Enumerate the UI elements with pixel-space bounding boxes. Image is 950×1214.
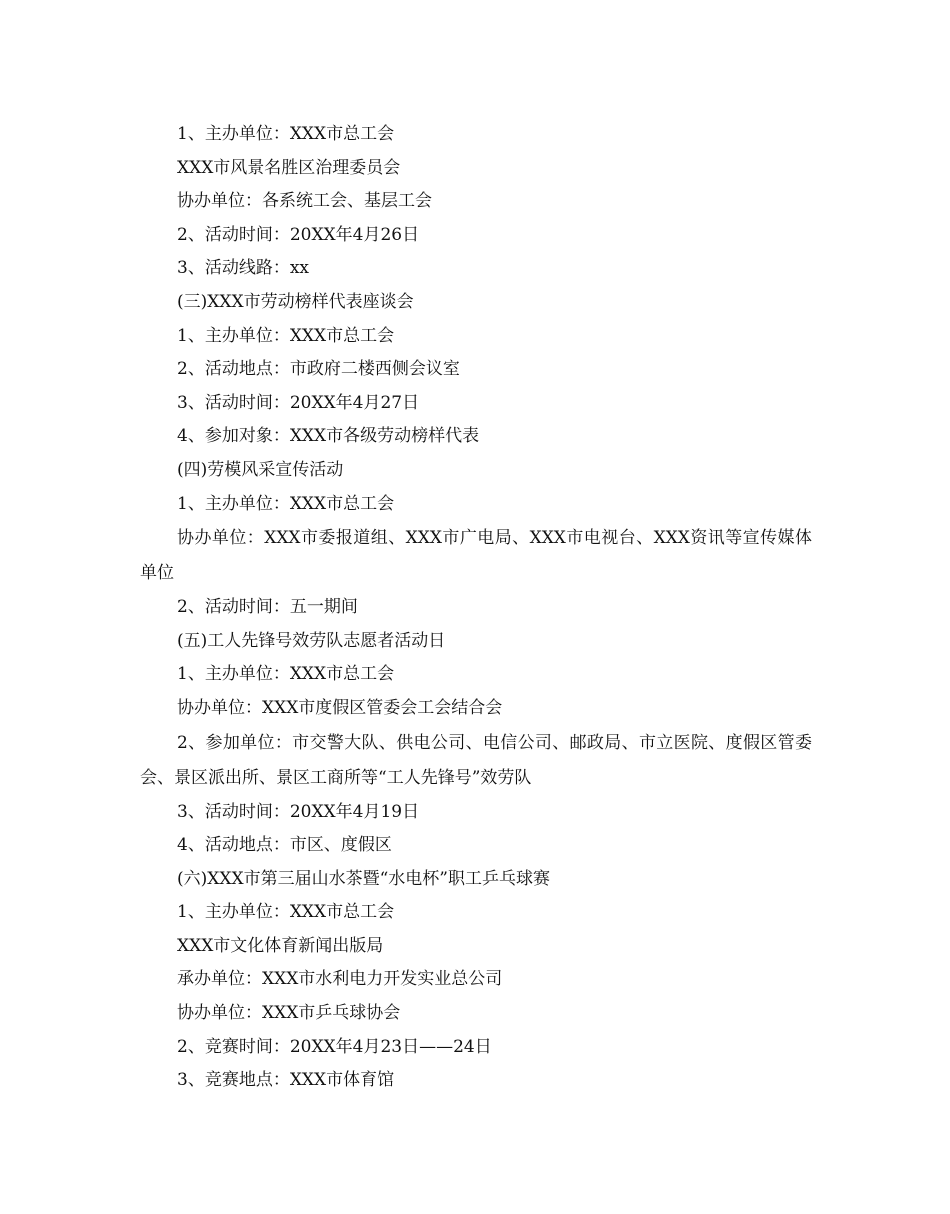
text-line: 2、竞赛时间：20XX年4月23日——24日 xyxy=(177,1036,492,1057)
text-line: XXX市文化体育新闻出版局 xyxy=(177,935,384,956)
section-heading: (三)XXX市劳动榜样代表座谈会 xyxy=(177,291,414,312)
text-paragraph: 2、参加单位：市交警大队、供电公司、电信公司、邮政局、市立医院、度假区管委会、景区派出所、景区工商所等“工人先锋号”效劳队 xyxy=(140,732,812,788)
text-line: 协办单位：XXX市度假区管委会工会结合会 xyxy=(177,697,503,718)
text-line: 1、主办单位：XXX市总工会 xyxy=(177,325,395,346)
text-line: 承办单位：XXX市水利电力开发实业总公司 xyxy=(177,969,503,990)
text-line: 3、活动线路：xx xyxy=(177,258,309,279)
text-line: 2、活动时间：五一期间 xyxy=(177,597,358,618)
text-line: 协办单位：XXX市乒乓球协会 xyxy=(177,1003,401,1024)
text-line: 1、主办单位：XXX市总工会 xyxy=(177,664,395,685)
text-line: 2、活动地点：市政府二楼西侧会议室 xyxy=(177,359,460,380)
text-line: 2、活动时间：20XX年4月26日 xyxy=(177,224,420,245)
text-line: 4、活动地点：市区、度假区 xyxy=(177,835,392,856)
text-paragraph: 协办单位：XXX市委报道组、XXX市广电局、XXX市电视台、XXX资讯等宣传媒体单位 xyxy=(140,528,812,584)
section-heading: (四)劳模风采宣传活动 xyxy=(177,459,344,480)
text-line: 1、主办单位：XXX市总工会 xyxy=(177,124,395,144)
text-line: 4、参加对象：XXX市各级劳动榜样代表 xyxy=(177,426,480,447)
section-heading: (五)工人先锋号效劳队志愿者活动日 xyxy=(177,630,446,651)
document-body xyxy=(140,118,812,1098)
text-line: 协办单位：各系统工会、基层工会 xyxy=(177,191,432,212)
text-line: 1、主办单位：XXX市总工会 xyxy=(177,493,395,514)
text-line: 3、活动时间：20XX年4月27日 xyxy=(177,392,420,413)
text-line: 3、活动时间：20XX年4月19日 xyxy=(177,801,420,822)
text-line: 1、主办单位：XXX市总工会 xyxy=(177,902,395,923)
text-line: 3、竞赛地点：XXX市体育馆 xyxy=(177,1070,395,1091)
section-heading: (六)XXX市第三届山水茶暨“水电杯”职工乒乓球赛 xyxy=(177,868,550,889)
text-line: XXX市风景名胜区治理委员会 xyxy=(177,157,401,178)
